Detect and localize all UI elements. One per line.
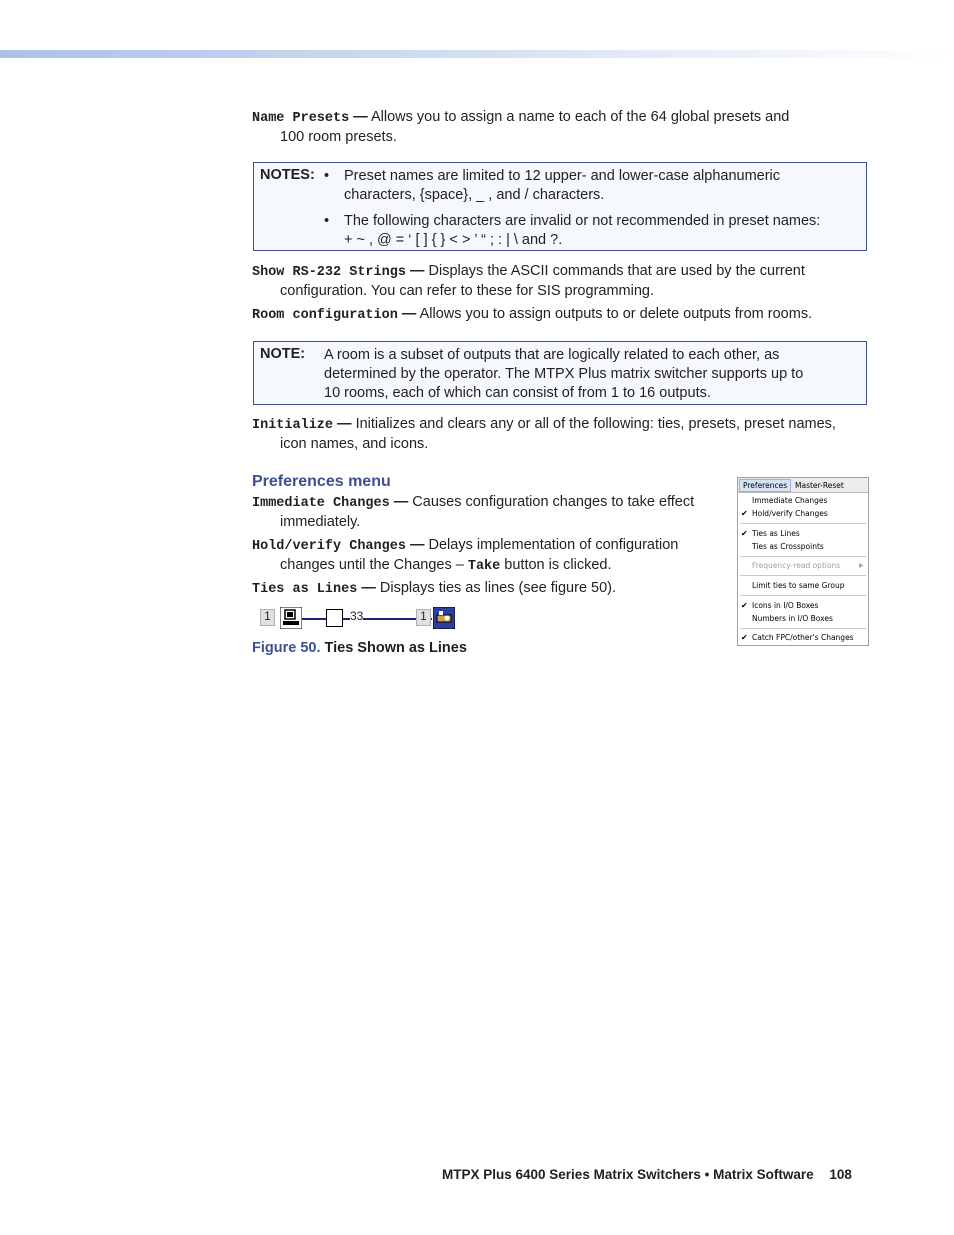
bullet: • — [324, 213, 330, 229]
notes-box — [253, 162, 867, 251]
notes-item-2 — [324, 212, 854, 250]
desc-hold-verify-changes-cont — [252, 556, 727, 576]
desc-initialize: Initializes and clears any or all of the following: ties, presets, preset names, — [355, 416, 836, 432]
footer-title: MTPX Plus 6400 Series Matrix Switchers • Matrix Software — [442, 1167, 814, 1182]
note-line-1: A room is a subset of outputs that are logically related to each other, as — [324, 347, 780, 363]
menu-item-ties-as-lines[interactable]: Ties as Lines — [752, 529, 800, 538]
entry-initialize — [252, 415, 862, 454]
preferences-menu-screenshot — [737, 477, 869, 646]
page-number: 108 — [829, 1167, 852, 1182]
note-label: NOTE: — [260, 346, 306, 362]
notes-item-2-line-1: The following characters are invalid or not recommended in preset names: — [344, 213, 821, 229]
take-keyword: Take — [467, 559, 501, 574]
bullet: • — [324, 168, 330, 184]
entry-show-rs232 — [252, 262, 862, 301]
tab-preferences[interactable]: Preferences — [739, 479, 791, 492]
note-box — [253, 341, 867, 405]
notes-label: NOTES: — [260, 167, 315, 183]
projector-icon — [433, 607, 455, 629]
desc-hold-verify-part-b: button is clicked. — [504, 557, 612, 573]
output-number-box: 1 — [416, 609, 431, 626]
em-dash: — — [337, 416, 352, 432]
term-hold-verify-changes: Hold/verify Changes — [252, 539, 406, 554]
note-line-3: 10 rooms, each of which can consist of from 1 to 16 outputs. — [324, 385, 711, 401]
menu-item-limit-ties-to-same-group[interactable]: Limit ties to same Group — [752, 581, 845, 590]
desc-hold-verify-changes: Delays implementation of configuration — [428, 537, 679, 553]
desc-ties-as-lines: Displays ties as lines (see figure 50). — [379, 580, 617, 596]
term-room-configuration: Room configuration — [252, 308, 398, 323]
menu-item-icons-in-io-boxes[interactable]: Icons in I/O Boxes — [752, 601, 819, 610]
notes-item-2-line-2: + ~ , @ = ‘ [ ] { } < > ’ “ ; : | \ and ?. — [344, 232, 563, 248]
desc-name-presets-cont: 100 room presets. — [280, 129, 397, 145]
desc-name-presets: Allows you to assign a name to each of the 64 global presets and — [370, 109, 790, 125]
page-footer — [442, 1167, 852, 1182]
menu-item-immediate-changes[interactable]: Immediate Changes — [752, 496, 828, 505]
figure-50-caption — [252, 640, 467, 656]
em-dash: — — [401, 306, 417, 322]
menu-item-hold-verify-changes[interactable]: Hold/verify Changes — [752, 509, 828, 518]
menu-item-catch-fpc-changes[interactable]: Catch FPC/other's Changes — [752, 633, 854, 642]
tab-master-reset[interactable]: Master-Reset — [795, 481, 844, 490]
em-dash: — — [409, 537, 425, 553]
desc-immediate-changes: Causes configuration changes to take effect — [412, 494, 695, 510]
notes-item-1-line-2: characters, {space}, _ , and / characters. — [344, 187, 605, 203]
notes-item-1 — [324, 167, 854, 205]
menu-separator — [740, 628, 866, 629]
menu-item-frequency-read-options[interactable]: Frequency-read options — [752, 561, 841, 570]
desc-initialize-cont: icon names, and icons. — [280, 436, 429, 452]
figure-50-ties-diagram — [260, 607, 460, 631]
entry-ties-as-lines — [252, 579, 727, 599]
figure-title: Ties Shown as Lines — [324, 640, 467, 656]
checkmark-icon: ✔ — [741, 529, 748, 538]
notes-item-1-line-1: Preset names are limited to 12 upper- and lower-case alphanumeric — [344, 168, 781, 184]
em-dash: — — [409, 263, 425, 279]
header-gradient-bar — [0, 50, 954, 58]
entry-immediate-changes — [252, 493, 727, 532]
computer-icon — [280, 607, 302, 629]
checkmark-icon: ✔ — [741, 633, 748, 642]
section-heading-preferences-menu: Preferences menu — [252, 473, 391, 490]
submenu-arrow-icon: ▶ — [859, 562, 864, 569]
term-initialize: Initialize — [252, 418, 334, 433]
em-dash: — — [353, 109, 368, 125]
em-dash: — — [393, 494, 409, 510]
note-line-2: determined by the operator. The MTPX Plus matrix switcher supports up to — [324, 366, 804, 382]
desc-room-configuration: Allows you to assign outputs to or delete outputs from rooms. — [419, 306, 813, 322]
desc-show-rs232: Displays the ASCII commands that are used by the current — [428, 263, 805, 279]
term-show-rs232: Show RS-232 Strings — [252, 265, 406, 280]
desc-show-rs232-cont: configuration. You can refer to these for SIS programming. — [280, 283, 654, 299]
desc-hold-verify-part-a: changes until the Changes – — [280, 557, 464, 573]
menu-separator — [740, 556, 866, 557]
term-immediate-changes: Immediate Changes — [252, 496, 390, 511]
menu-tab-bar — [738, 478, 868, 493]
menu-separator — [740, 523, 866, 524]
checkmark-icon: ✔ — [741, 601, 748, 610]
em-dash: — — [361, 580, 376, 596]
entry-room-configuration — [252, 305, 862, 325]
menu-item-numbers-in-io-boxes[interactable]: Numbers in I/O Boxes — [752, 614, 833, 623]
menu-item-ties-as-crosspoints[interactable]: Ties as Crosspoints — [752, 542, 824, 551]
figure-number: Figure 50. — [252, 640, 321, 656]
term-ties-as-lines: Ties as Lines — [252, 582, 358, 597]
desc-immediate-changes-cont: immediately. — [280, 514, 361, 530]
term-name-presets: Name Presets — [252, 111, 350, 126]
crosspoint-box — [326, 609, 343, 627]
entry-name-presets — [252, 108, 862, 147]
input-number-box: 1 — [260, 609, 275, 626]
menu-separator — [740, 595, 866, 596]
checkmark-icon: ✔ — [741, 509, 748, 518]
menu-separator — [740, 575, 866, 576]
note-text — [324, 346, 854, 403]
mid-label: 33 — [350, 609, 364, 623]
entry-hold-verify-changes — [252, 536, 727, 576]
